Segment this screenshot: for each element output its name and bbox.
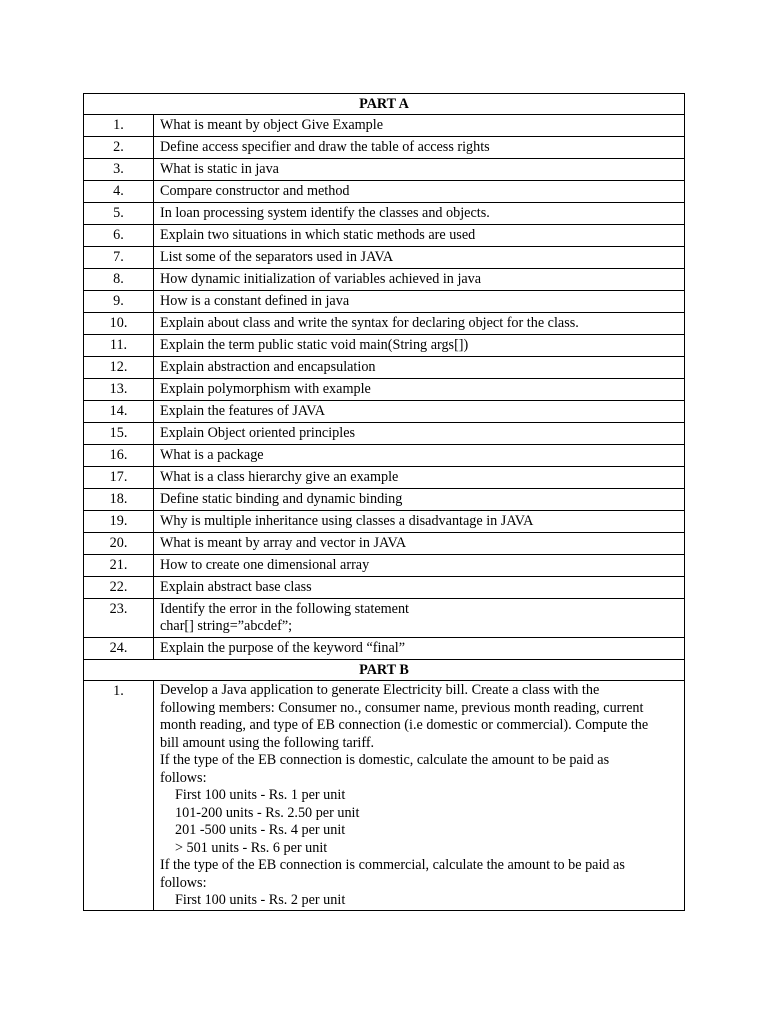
question-text bbox=[154, 159, 685, 181]
question-text bbox=[154, 379, 685, 401]
question-number: 10. bbox=[84, 313, 154, 335]
question-number: 19. bbox=[84, 511, 154, 533]
question-number: 11. bbox=[84, 335, 154, 357]
question-number: 12. bbox=[84, 357, 154, 379]
part-a-question-row bbox=[84, 115, 685, 137]
question-number: 16. bbox=[84, 445, 154, 467]
question-text bbox=[154, 203, 685, 225]
question-text-line: Explain Object oriented principles bbox=[160, 425, 356, 441]
question-text-line: Explain polymorphism with example bbox=[160, 381, 371, 397]
part-a-question-row bbox=[84, 247, 685, 269]
question-text bbox=[154, 225, 685, 247]
question-text-line: Identify the error in the following statement bbox=[160, 601, 409, 617]
question-text-line: If the type of the EB connection is commercial, calculate the amount to be paid as bbox=[160, 857, 625, 873]
question-text-line: What is meant by object Give Example bbox=[160, 117, 383, 133]
part-a-question-row bbox=[84, 533, 685, 555]
part-a-question-row bbox=[84, 159, 685, 181]
question-text bbox=[154, 137, 685, 159]
question-number: 1. bbox=[84, 681, 154, 911]
part-a-question-row bbox=[84, 269, 685, 291]
question-text-line: How to create one dimensional array bbox=[160, 557, 370, 573]
part-a-question-row bbox=[84, 599, 685, 638]
question-text bbox=[154, 423, 685, 445]
question-text bbox=[154, 115, 685, 137]
part-a-question-row bbox=[84, 467, 685, 489]
question-text-line: bill amount using the following tariff. bbox=[160, 734, 375, 751]
question-number: 23. bbox=[84, 599, 154, 638]
question-text bbox=[154, 335, 685, 357]
question-table-body bbox=[84, 94, 685, 911]
part-a-question-row bbox=[84, 638, 685, 660]
part-a-question-row bbox=[84, 511, 685, 533]
question-text bbox=[154, 489, 685, 511]
tariff-line: 101-200 units - Rs. 2.50 per unit bbox=[175, 804, 360, 821]
question-text-line: Define access specifier and draw the table of access rights bbox=[160, 139, 490, 155]
question-text bbox=[154, 681, 685, 911]
question-text-line: Explain abstraction and encapsulation bbox=[160, 359, 376, 375]
question-text bbox=[154, 511, 685, 533]
part-a-question-row bbox=[84, 203, 685, 225]
question-text bbox=[154, 401, 685, 423]
part-a-question-row bbox=[84, 181, 685, 203]
question-text-line: Explain the purpose of the keyword “final” bbox=[160, 640, 406, 656]
question-text-line: How is a constant defined in java bbox=[160, 293, 350, 309]
question-text bbox=[154, 445, 685, 467]
question-text-line: In loan processing system identify the classes and objects. bbox=[160, 205, 490, 221]
question-text-line: follows: bbox=[160, 874, 207, 891]
tariff-line: First 100 units - Rs. 1 per unit bbox=[175, 787, 346, 803]
question-number: 17. bbox=[84, 467, 154, 489]
question-text-line: How dynamic initialization of variables achieved in java bbox=[160, 271, 482, 287]
question-number: 24. bbox=[84, 638, 154, 660]
question-number: 20. bbox=[84, 533, 154, 555]
part-a-question-row bbox=[84, 357, 685, 379]
question-text-line: Explain about class and write the syntax for declaring object for the class. bbox=[160, 315, 579, 331]
part-a-title: PART A bbox=[84, 94, 685, 115]
question-text bbox=[154, 599, 685, 638]
question-text bbox=[154, 313, 685, 335]
question-text-line: Develop a Java application to generate Electricity bill. Create a class with the bbox=[160, 682, 600, 698]
question-number: 21. bbox=[84, 555, 154, 577]
question-text-line: Explain the features of JAVA bbox=[160, 403, 325, 419]
question-number: 3. bbox=[84, 159, 154, 181]
question-text-line: Explain the term public static void main(String args[]) bbox=[160, 337, 469, 353]
question-number: 14. bbox=[84, 401, 154, 423]
question-number: 7. bbox=[84, 247, 154, 269]
question-number: 18. bbox=[84, 489, 154, 511]
question-number: 4. bbox=[84, 181, 154, 203]
question-text bbox=[154, 533, 685, 555]
question-text-line: Compare constructor and method bbox=[160, 183, 350, 199]
question-text-line: What is meant by array and vector in JAVA bbox=[160, 535, 407, 551]
question-number: 5. bbox=[84, 203, 154, 225]
question-text-line: char[] string=”abcdef”; bbox=[160, 618, 293, 634]
question-text bbox=[154, 467, 685, 489]
part-b-title: PART B bbox=[84, 660, 685, 681]
part-a-question-row bbox=[84, 225, 685, 247]
question-text-line: What is static in java bbox=[160, 161, 279, 177]
question-text-line: follows: bbox=[160, 769, 207, 786]
part-a-question-row bbox=[84, 137, 685, 159]
tariff-line: > 501 units - Rs. 6 per unit bbox=[175, 839, 328, 856]
question-text bbox=[154, 638, 685, 660]
part-a-question-row bbox=[84, 423, 685, 445]
part-a-question-row bbox=[84, 555, 685, 577]
part-b-question-row bbox=[84, 681, 685, 911]
part-b-header-row bbox=[84, 660, 685, 681]
question-text-line: What is a class hierarchy give an example bbox=[160, 469, 399, 485]
tariff-line: 201 -500 units - Rs. 4 per unit bbox=[175, 822, 346, 838]
question-number: 2. bbox=[84, 137, 154, 159]
part-a-header-row bbox=[84, 94, 685, 115]
part-a-question-row bbox=[84, 577, 685, 599]
question-text bbox=[154, 357, 685, 379]
question-text-line: Why is multiple inheritance using classes a disadvantage in JAVA bbox=[160, 513, 534, 529]
question-number: 9. bbox=[84, 291, 154, 313]
question-number: 8. bbox=[84, 269, 154, 291]
question-text-line: Explain abstract base class bbox=[160, 579, 312, 595]
part-a-question-row bbox=[84, 401, 685, 423]
question-number: 6. bbox=[84, 225, 154, 247]
part-a-question-row bbox=[84, 335, 685, 357]
part-a-question-row bbox=[84, 379, 685, 401]
question-text bbox=[154, 247, 685, 269]
part-a-question-row bbox=[84, 291, 685, 313]
tariff-line: First 100 units - Rs. 2 per unit bbox=[175, 892, 346, 908]
question-text bbox=[154, 577, 685, 599]
question-text-line: following members: Consumer no., consumer name, previous month reading, current bbox=[160, 699, 644, 716]
question-text-line: month reading, and type of EB connection (i.e domestic or commercial). Compute the bbox=[160, 717, 649, 733]
question-table bbox=[83, 93, 685, 911]
question-text-line: Explain two situations in which static methods are used bbox=[160, 227, 476, 243]
question-number: 15. bbox=[84, 423, 154, 445]
part-a-question-row bbox=[84, 489, 685, 511]
question-text bbox=[154, 269, 685, 291]
question-number: 1. bbox=[84, 115, 154, 137]
question-text-line: If the type of the EB connection is domestic, calculate the amount to be paid as bbox=[160, 752, 610, 768]
part-a-question-row bbox=[84, 445, 685, 467]
question-number: 22. bbox=[84, 577, 154, 599]
question-text-line: Define static binding and dynamic binding bbox=[160, 491, 403, 507]
question-text bbox=[154, 181, 685, 203]
question-text bbox=[154, 291, 685, 313]
question-text-line: What is a package bbox=[160, 447, 264, 463]
part-a-question-row bbox=[84, 313, 685, 335]
question-text bbox=[154, 555, 685, 577]
question-text-line: List some of the separators used in JAVA bbox=[160, 249, 394, 265]
question-number: 13. bbox=[84, 379, 154, 401]
